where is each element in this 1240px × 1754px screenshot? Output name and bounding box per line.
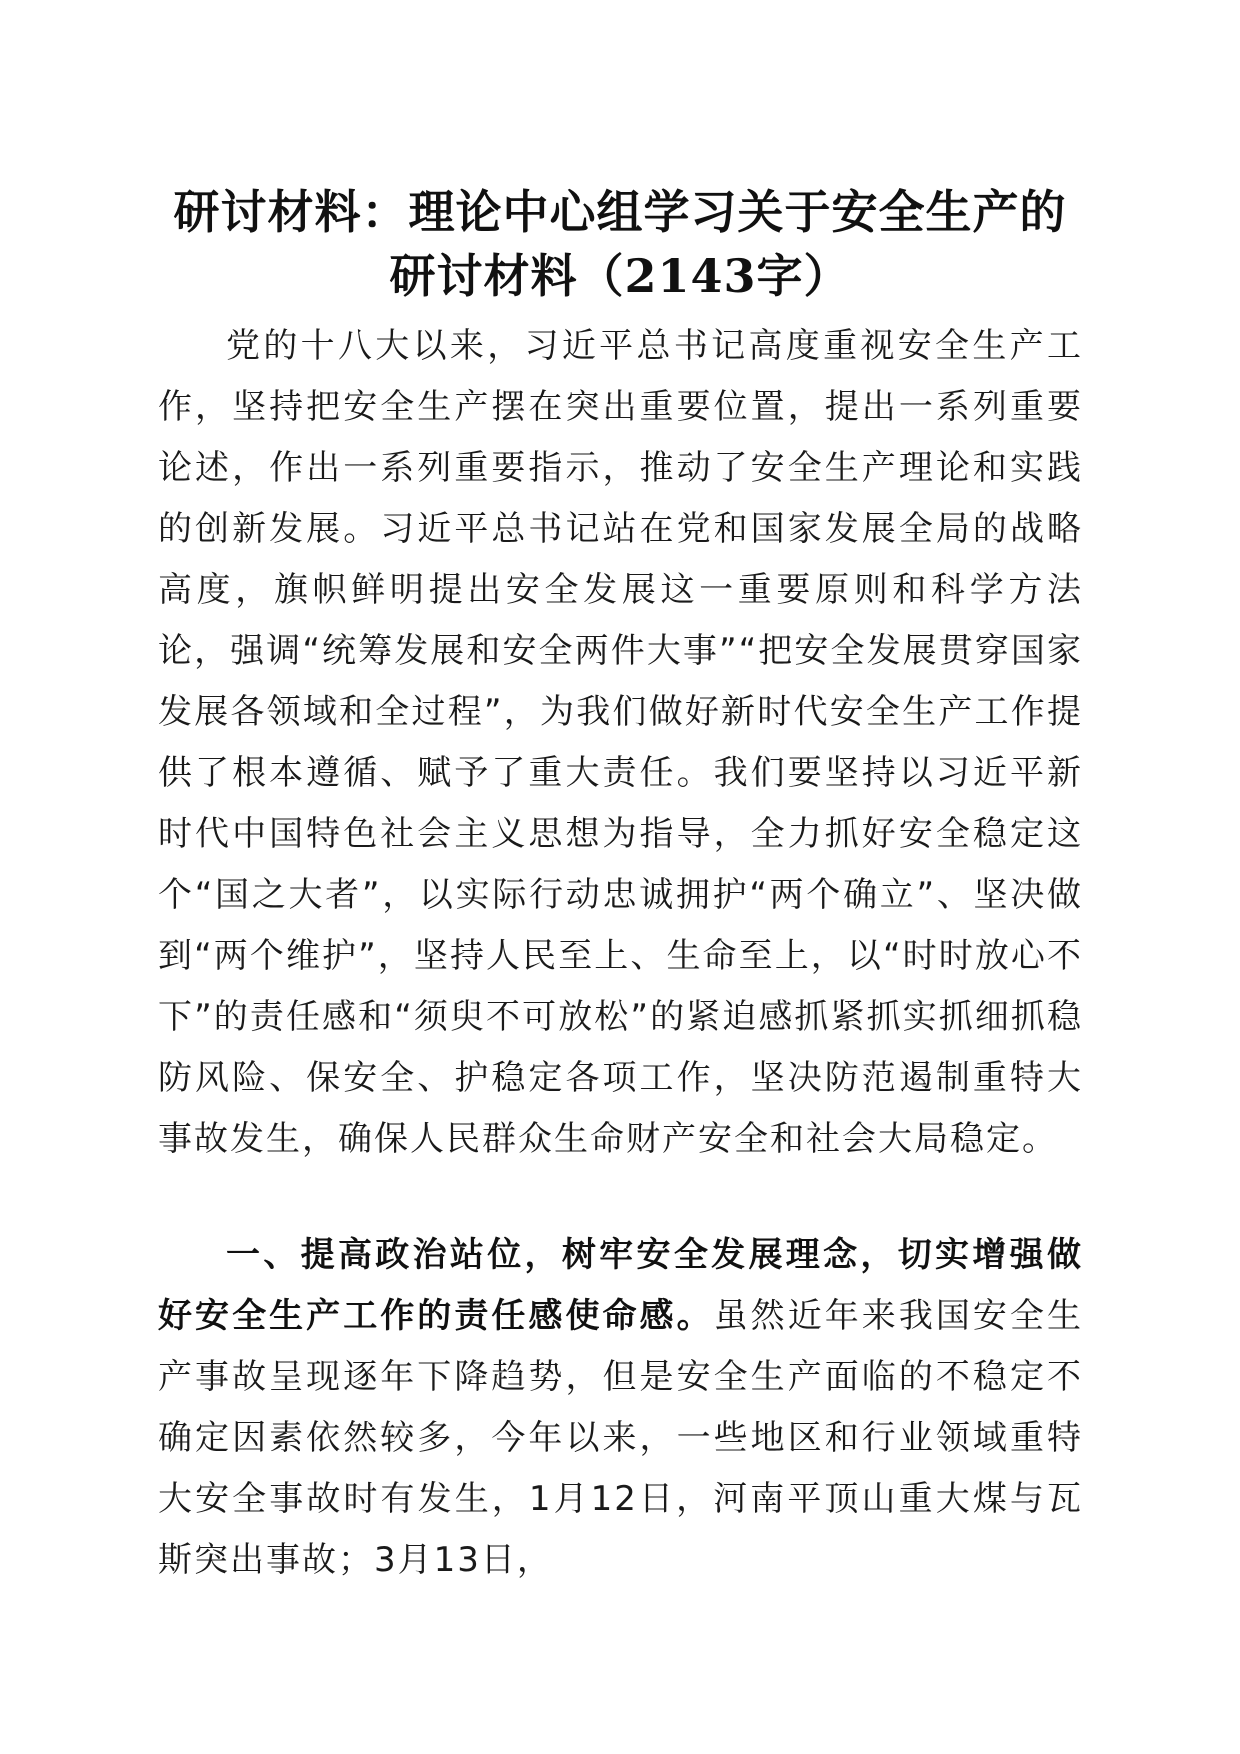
section-1-heading: 一、提高政治站位，树牢安全发展理念，切实增强做好安全生产工作的责任感使命感。 (158, 1235, 1083, 1336)
section-1-text: 虽然近年来我国安全生产事故呈现逐年下降趋势，但是安全生产面临的不稳定不确定因素依然较多，今年以来，一些地区和行业领域重特大安全事故时有发生，1月12日，河南平顶山重大煤与瓦斯突出事故；3月13日， (158, 1296, 1083, 1580)
section-1-paragraph (158, 1225, 1083, 1591)
intro-paragraph: 党的十八大以来，习近平总书记高度重视安全生产工作，坚持把安全生产摆在突出重要位置，提出一系列重要论述，作出一系列重要指示，推动了安全生产理论和实践的创新发展。习近平总书记站在党和国家发展全局的战略高度，旗帜鲜明提出安全发展这一重要原则和科学方法论，强调“统筹发展和安全两件大事”“把安全发展贯穿国家发展各领域和全过程”，为我们做好新时代安全生产工作提供了根本遵循、赋予了重大责任。我们要坚持以习近平新时代中国特色社会主义思想为指导，全力抓好安全稳定这个“国之大者”，以实际行动忠诚拥护“两个确立”、坚决做到“两个维护”，坚持人民至上、生命至上，以“时时放心不下”的责任感和“须臾不可放松”的紧迫感抓紧抓实抓细抓稳防风险、保安全、护稳定各项工作，坚决防范遏制重特大事故发生，确保人民群众生命财产安全和社会大局稳定。 (158, 326, 1083, 1159)
document-title: 研讨材料：理论中心组学习关于安全生产的研讨材料（2143字） (173, 185, 1067, 303)
